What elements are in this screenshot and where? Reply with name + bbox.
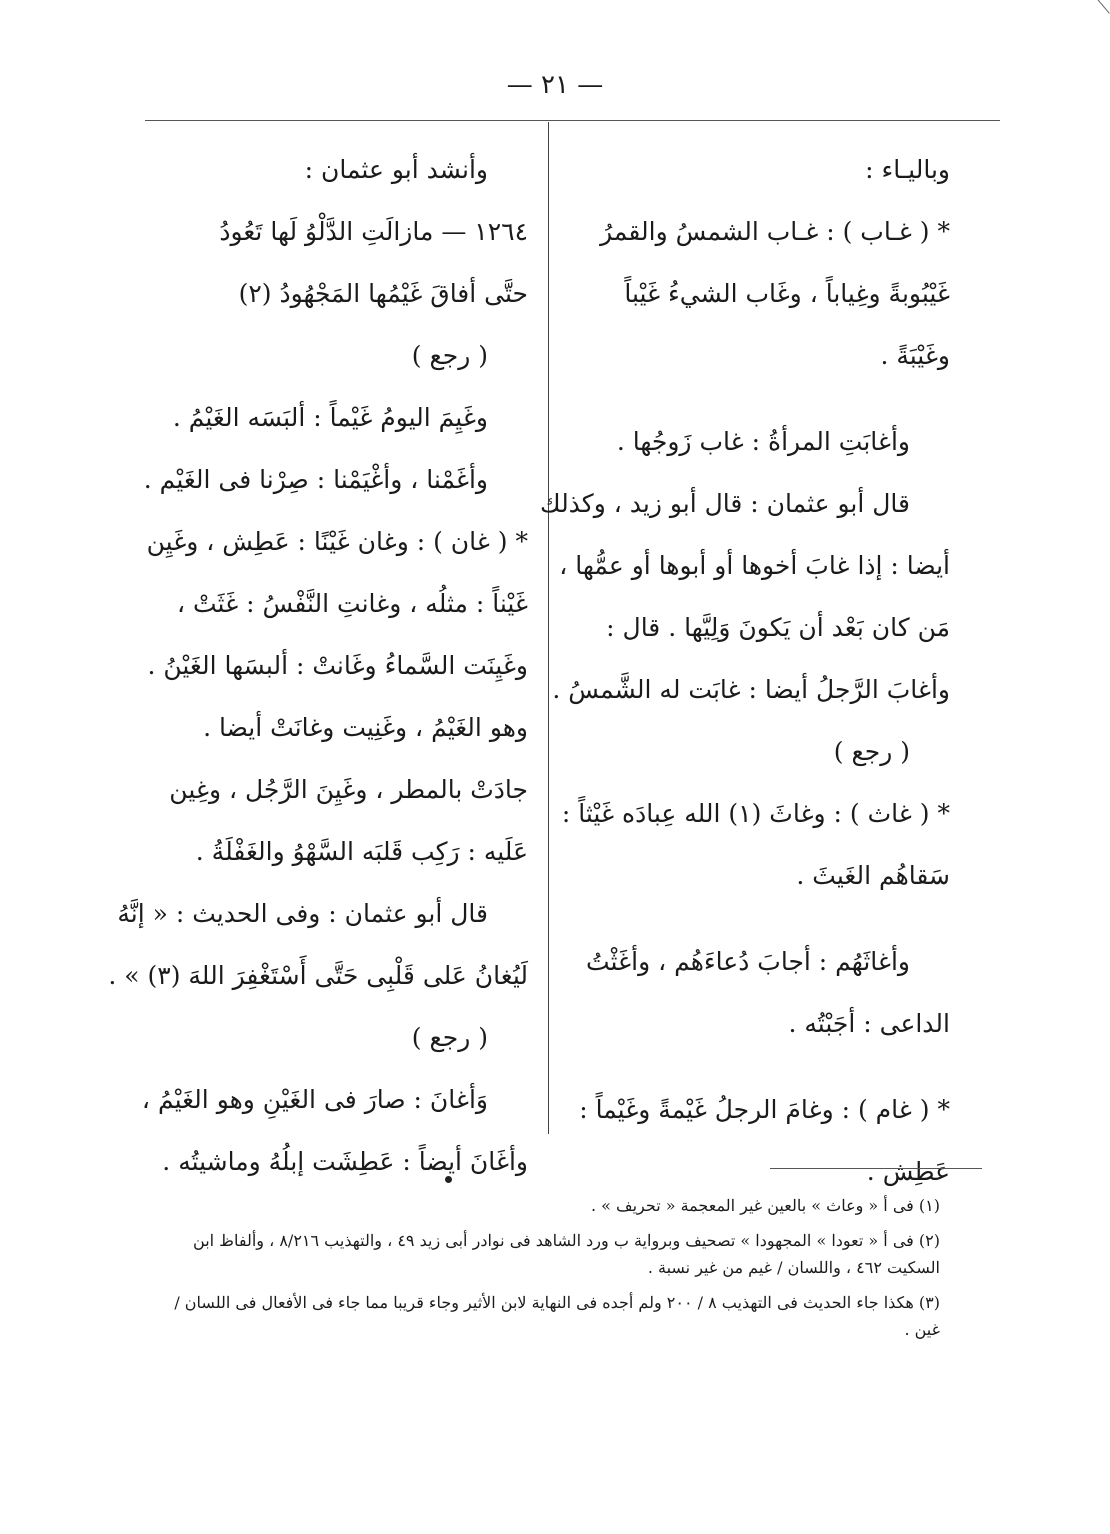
page-number: — ٢١ — bbox=[506, 70, 604, 100]
return-marker: ( رجع ) bbox=[833, 737, 910, 766]
text-line: وغَيِمَ اليومُ غَيْماً : ألبَسَه الغَيْمُ . bbox=[172, 403, 488, 432]
text-line: وغَيِنَت السَّماءُ وغَانتْ : ألبسَها الغَيْنُ . bbox=[147, 651, 528, 680]
text-line: وأغَمْنا ، وأغْيَمْنا : صِرْنا فى الغَيْم . bbox=[143, 465, 488, 494]
entry-ghab-line: * ( غـاب ) : غـاب الشمسُ والقمرُ bbox=[600, 217, 950, 246]
section-heading-ya: وباليـاء : bbox=[865, 155, 950, 184]
entry-gham-line: * ( غام ) : وغامَ الرجلُ غَيْمةً وغَيْماً : bbox=[579, 1095, 950, 1124]
text-line: وأغاثَهُم : أجابَ دُعاءَهُم ، وأغَثْتُ bbox=[585, 947, 910, 976]
text-line: وأغابَتِ المرأةُ : غاب زَوجُها . bbox=[616, 427, 910, 456]
entry-ghath-line: * ( غاث ) : وغاثَ (١) الله عِبادَه غَيْثاً : bbox=[561, 799, 950, 828]
text-line: غَيْناً : مثلُه ، وغانتِ النَّفْسُ : غَثَتْ ، bbox=[176, 589, 528, 618]
entry-ghan-line: * ( غان ) : وغان غَيْنًا : عَطِش ، وغَيِن bbox=[146, 527, 528, 556]
text-line: وأغابَ الرَّجلُ أيضا : غابَت له الشَّمسُ . bbox=[552, 675, 950, 704]
text-line: غَيْبُوبةً وغِياباً ، وغَاب الشيءُ غَيْباً bbox=[624, 279, 950, 308]
verse-line: حتَّى أفاقَ غَيْمُها المَجْهُودُ (٢) bbox=[238, 279, 528, 308]
text-line: وَأغانَ : صارَ فى الغَيْنِ وهو الغَيْمُ ، bbox=[141, 1085, 488, 1114]
return-marker: ( رجع ) bbox=[411, 1023, 488, 1052]
column-divider bbox=[548, 122, 549, 1134]
right-column bbox=[540, 140, 950, 1204]
verse-intro: وأنشد أبو عثمان : bbox=[304, 155, 488, 184]
footnote-rule bbox=[770, 1168, 982, 1169]
text-line: عَطِش . bbox=[866, 1157, 950, 1186]
text-line: مَن كان بَعْد أن يَكونَ وَلِيَّها . قال : bbox=[606, 613, 950, 642]
text-line: أيضا : إذا غابَ أخوها أو أبوها أو عمُّها ، bbox=[559, 551, 950, 580]
corner-scan-mark bbox=[1075, 0, 1110, 29]
text-line: جادَتْ بالمطر ، وغَيِنَ الرَّجُل ، وغِين bbox=[169, 775, 528, 804]
text-line: سَقاهُم الغَيثَ . bbox=[796, 861, 950, 890]
text-line: قال أبو عثمان : وفى الحديث : « إنَّهُ bbox=[117, 899, 488, 928]
text-line: وغَيْبَةً . bbox=[880, 341, 950, 370]
verse-line-1264: ١٢٦٤ — مازالَتِ الدَّلْوُ لَها تَعُودُ bbox=[219, 217, 528, 246]
text-line: قال أبو عثمان : قال أبو زيد ، وكذلك bbox=[540, 489, 910, 518]
text-line: وهو الغَيْمُ ، وغَنِيت وغانَتْ أيضا . bbox=[203, 713, 528, 742]
header-rule bbox=[145, 120, 1000, 121]
left-column bbox=[108, 140, 528, 1194]
footnote-2: (٢) فى أ « تعودا » المجهودا » تصحيف وبرواية ب ورد الشاهد فى نوادر أبى زيد ٤٩ ، والتهذيب ٨/٢١٦ ، وألفاظ ابن السكيت ٤٦٢ ، واللسان / غيم من غير نسبة . bbox=[193, 1231, 940, 1277]
hadith-line: لَيُغانُ عَلى قَلْبِى حَتَّى أَسْتَغْفِرَ اللهَ (٣) » . bbox=[108, 961, 528, 990]
text-line: وأغَانَ أيضاً : عَطِشَت إبلُهُ وماشيتُه . bbox=[162, 1147, 528, 1176]
footnote-1: (١) فى أ « وعاث » بالعين غير المعجمة « تحريف » . bbox=[590, 1196, 940, 1215]
text-line: الداعى : أجَبْتُه . bbox=[788, 1009, 950, 1038]
text-line: عَلَيه : رَكِب قَلبَه السَّهْوُ والغَفْلَةُ . bbox=[195, 837, 528, 866]
footnote-3: (٣) هكذا جاء الحديث فى التهذيب ٨ / ٢٠٠ ولم أجده فى النهاية لابن الأثير وجاء قريبا مما جاء فى الأفعال فى اللسان / غين . bbox=[174, 1293, 940, 1339]
ink-dot bbox=[445, 1176, 452, 1183]
return-marker: ( رجع ) bbox=[411, 341, 488, 370]
footnotes bbox=[170, 1192, 940, 1351]
